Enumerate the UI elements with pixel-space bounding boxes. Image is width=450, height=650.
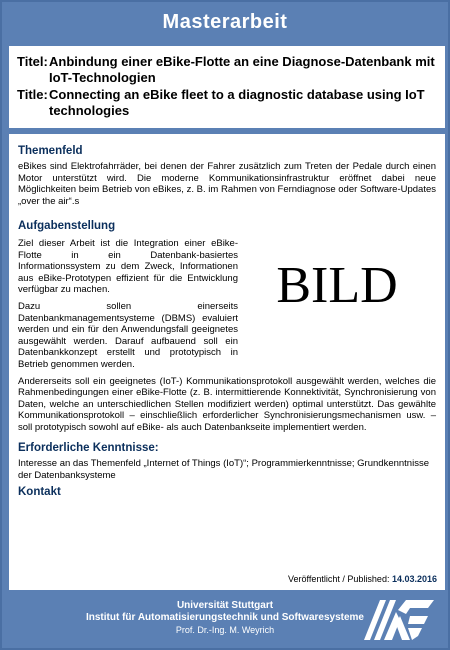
published-label: Veröffentlicht / Published:: [288, 573, 392, 584]
aufgabe-paragraph-2: Dazu sollen einerseits Datenbankmanagementsysteme (DBMS) evaluiert werden und ein für den Anwendungsfall geeignetes ausgewählt werden. Darauf aufbauend soll ein Datenbankkonzept erstellt und prototypisch in Betrieb genommen werden.: [18, 301, 238, 370]
footer-university: Universität Stuttgart: [176, 600, 274, 611]
institute-logo-icon: [356, 594, 436, 644]
title-german-key: Titel:: [17, 54, 48, 69]
title-english-key: Title:: [17, 87, 48, 102]
footer-professor: Prof. Dr.-Ing. M. Weyrich: [175, 625, 275, 635]
aufgabe-paragraph-1: Ziel dieser Arbeit ist die Integration einer eBike-Flotte in ein Datenbank-basiertes Informationssystem zu dem Zweck, Informationen aus eBike-Prototypen effizient für die Entwicklung verfügbar zu machen.: [18, 238, 238, 296]
content-box: [9, 134, 445, 590]
poster-title: Masterarbeit: [162, 10, 288, 33]
title-german-value: Anbindung einer eBike-Flotte an eine Diagnose-Datenbank mit IoT-Technologien: [49, 54, 435, 85]
footer-institute: Institut für Automatisierungstechnik und Softwaresysteme: [85, 612, 364, 623]
aufgabe-left-column: [18, 238, 238, 369]
aufgabe-paragraph-3: Andererseits soll ein geeignetes (IoT-) Kommunikationsprotokoll ausgewählt werden, welches die Rahmenbedingungen einer eBike-Flotte (z. B. intermittierende Konnektivität, Synchronisierung von Daten, welche an unterschiedlichen Stellen modifiziert werden) optimal unterstützt. Das gewählte Kommunikationsprotokoll – einschließlich erforderlicher Synchronisierungsmechanismen usw. – soll prototypisch sowohl auf eBike- als auch Datenbankseite implementiert werden.: [18, 375, 436, 433]
kenntnisse-heading: Erforderliche Kenntnisse:: [18, 441, 159, 454]
kenntnisse-text: Interesse an das Themenfeld „Internet of Things (IoT)“; Programmierkenntnisse; Grundkenntnisse der Datenbanksysteme: [18, 458, 429, 481]
image-placeholder-text: BILD: [276, 257, 398, 315]
aufgabenstellung-heading: Aufgabenstellung: [18, 220, 116, 233]
title-english: [17, 87, 437, 119]
aufgabe-row: [18, 238, 436, 369]
title-english-value: Connecting an eBike fleet to a diagnostic database using IoT technologies: [49, 87, 425, 118]
title-german: [17, 54, 437, 86]
image-placeholder: [238, 238, 436, 369]
kontakt-heading: Kontakt: [18, 486, 61, 499]
published-date: 14.03.2016: [391, 573, 437, 584]
published-line: [288, 574, 437, 585]
poster-header: [2, 2, 448, 42]
themenfeld-text: eBikes sind Elektrofahrräder, bei denen der Fahrer zusätzlich zum Treten der Pedale durch einen Motor unterstützt wird. Die moderne Kommunikationsinfrastruktur eröffnet dabei neue Möglichkeiten beim Betrieb von eBikes, z. B. im Rahmen von Ferndiagnose oder Software-Updates „over the air“.s: [18, 161, 436, 207]
title-box: [9, 46, 445, 128]
footer: [2, 592, 448, 648]
themenfeld-heading: Themenfeld: [18, 145, 83, 157]
